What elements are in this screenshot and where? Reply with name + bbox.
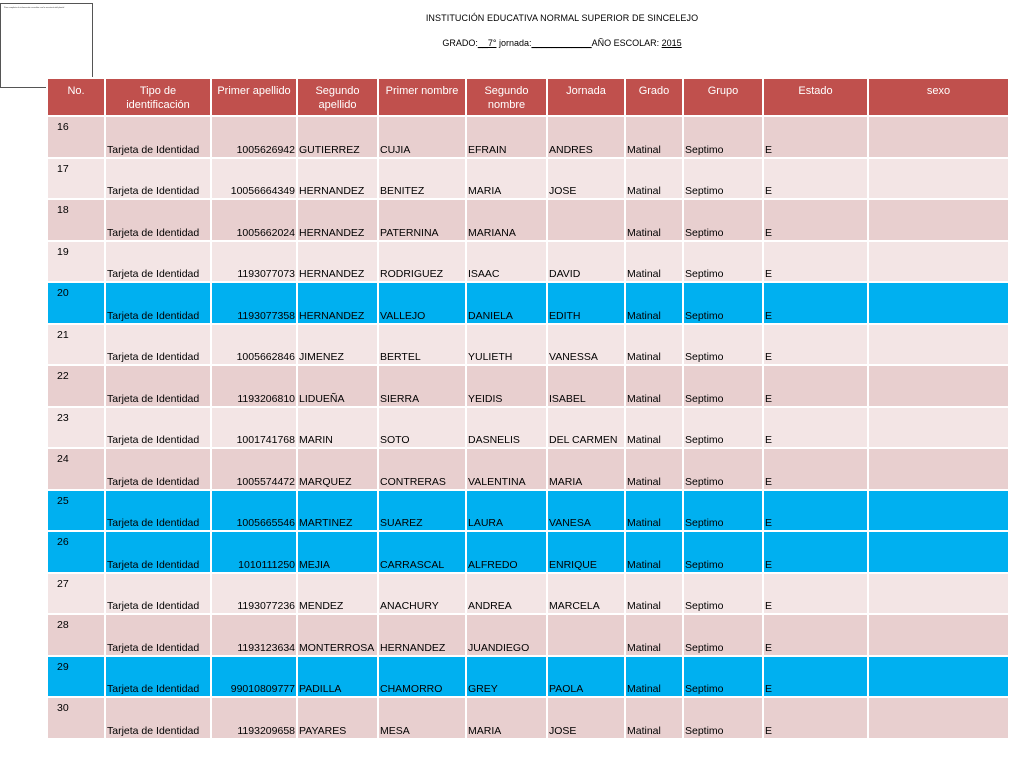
col-header-segundo-nombre: Segundo nombre xyxy=(466,78,547,116)
cell-documento: 99010809777 xyxy=(211,656,297,698)
cell-segundo-apellido: CONTRERAS xyxy=(378,448,466,490)
cell-primer-apellido: GUTIERREZ xyxy=(297,116,378,158)
cell-primer-apellido: PAYARES xyxy=(297,697,378,739)
cell-no: 16 xyxy=(47,116,105,158)
cell-grado: Septimo xyxy=(683,490,763,532)
cell-segundo-apellido: CARRASCAL xyxy=(378,531,466,573)
cell-grado: Septimo xyxy=(683,158,763,200)
cell-segundo-nombre: ANDRES xyxy=(547,116,625,158)
table-row xyxy=(47,199,1009,241)
cell-grupo: E xyxy=(763,614,868,656)
cell-segundo-nombre: ISABEL xyxy=(547,365,625,407)
cell-documento: 1005662846 xyxy=(211,324,297,366)
cell-jornada: Matinal xyxy=(625,324,683,366)
cell-segundo-nombre: PAOLA xyxy=(547,656,625,698)
students-table xyxy=(46,77,1010,740)
cell-grado: Septimo xyxy=(683,365,763,407)
cell-jornada: Matinal xyxy=(625,531,683,573)
cell-grupo: E xyxy=(763,116,868,158)
cell-jornada: Matinal xyxy=(625,282,683,324)
cell-segundo-nombre: ENRIQUE xyxy=(547,531,625,573)
cell-primer-nombre: VALENTINA xyxy=(466,448,547,490)
cell-no: 30 xyxy=(47,697,105,739)
cell-documento: 1193209658 xyxy=(211,697,297,739)
cell-no: 19 xyxy=(47,241,105,283)
cell-documento: 1005665546 xyxy=(211,490,297,532)
cell-primer-nombre: DASNELIS xyxy=(466,407,547,449)
anio-label: AÑO ESCOLAR: xyxy=(591,38,660,48)
cell-primer-apellido: MONTERROSA xyxy=(297,614,378,656)
cell-documento: 1193077358 xyxy=(211,282,297,324)
cell-tipo: Tarjeta de Identidad xyxy=(105,241,211,283)
cell-grado: Septimo xyxy=(683,448,763,490)
cell-estado-blank xyxy=(868,614,1009,656)
cell-documento: 1193206810 xyxy=(211,365,297,407)
cell-estado-blank xyxy=(868,282,1009,324)
cell-segundo-apellido: MESA xyxy=(378,697,466,739)
cell-jornada: Matinal xyxy=(625,573,683,615)
cell-primer-nombre: MARIA xyxy=(466,697,547,739)
cell-jornada: Matinal xyxy=(625,697,683,739)
table-row xyxy=(47,531,1009,573)
cell-estado-blank xyxy=(868,158,1009,200)
cell-segundo-apellido: ANACHURY xyxy=(378,573,466,615)
cell-jornada: Matinal xyxy=(625,116,683,158)
cell-jornada: Matinal xyxy=(625,448,683,490)
cell-segundo-apellido: VALLEJO xyxy=(378,282,466,324)
cell-tipo: Tarjeta de Identidad xyxy=(105,116,211,158)
cell-grupo: E xyxy=(763,241,868,283)
cell-grupo: E xyxy=(763,573,868,615)
cell-primer-apellido: HERNANDEZ xyxy=(297,199,378,241)
cell-primer-apellido: MARQUEZ xyxy=(297,448,378,490)
cell-primer-nombre: EFRAIN xyxy=(466,116,547,158)
cell-no: 21 xyxy=(47,324,105,366)
table-row xyxy=(47,573,1009,615)
cell-no: 28 xyxy=(47,614,105,656)
cell-jornada: Matinal xyxy=(625,614,683,656)
cell-documento: 1005662024 xyxy=(211,199,297,241)
cell-tipo: Tarjeta de Identidad xyxy=(105,324,211,366)
cell-documento: 1005626942 xyxy=(211,116,297,158)
cell-primer-apellido: MARIN xyxy=(297,407,378,449)
cell-tipo: Tarjeta de Identidad xyxy=(105,407,211,449)
cell-grupo: E xyxy=(763,490,868,532)
col-header-tipo: Tipo de identificación xyxy=(105,78,211,116)
table-row xyxy=(47,365,1009,407)
cell-estado-blank xyxy=(868,656,1009,698)
col-header-sexo: sexo xyxy=(868,78,1009,116)
cell-no: 18 xyxy=(47,199,105,241)
cell-no: 29 xyxy=(47,656,105,698)
cell-grupo: E xyxy=(763,656,868,698)
col-header-jornada: Jornada xyxy=(547,78,625,116)
cell-grado: Septimo xyxy=(683,531,763,573)
cell-documento: 1193077236 xyxy=(211,573,297,615)
cell-tipo: Tarjeta de Identidad xyxy=(105,158,211,200)
table-row xyxy=(47,407,1009,449)
cell-segundo-nombre xyxy=(547,199,625,241)
cell-documento: 1193123634 xyxy=(211,614,297,656)
cell-tipo: Tarjeta de Identidad xyxy=(105,614,211,656)
cell-grado: Septimo xyxy=(683,324,763,366)
cell-grado: Septimo xyxy=(683,656,763,698)
cell-primer-apellido: HERNANDEZ xyxy=(297,282,378,324)
cell-tipo: Tarjeta de Identidad xyxy=(105,365,211,407)
cell-tipo: Tarjeta de Identidad xyxy=(105,656,211,698)
cell-estado-blank xyxy=(868,448,1009,490)
cell-segundo-apellido: CHAMORRO xyxy=(378,656,466,698)
cell-primer-nombre: ANDREA xyxy=(466,573,547,615)
cell-estado-blank xyxy=(868,697,1009,739)
cell-no: 20 xyxy=(47,282,105,324)
cell-segundo-nombre: MARIA xyxy=(547,448,625,490)
cell-documento: 1001741768 xyxy=(211,407,297,449)
logo-caption: Para completar la información consultar con la secretaría del plantel xyxy=(4,7,65,9)
cell-estado-blank xyxy=(868,365,1009,407)
table-row xyxy=(47,656,1009,698)
cell-grupo: E xyxy=(763,407,868,449)
document-subtitle xyxy=(0,38,1024,48)
cell-grado: Septimo xyxy=(683,116,763,158)
cell-tipo: Tarjeta de Identidad xyxy=(105,282,211,324)
jornada-value: ____________ xyxy=(531,38,592,48)
cell-estado-blank xyxy=(868,573,1009,615)
cell-jornada: Matinal xyxy=(625,158,683,200)
cell-primer-nombre: MARIANA xyxy=(466,199,547,241)
col-header-primer-nombre: Primer nombre xyxy=(378,78,466,116)
cell-no: 22 xyxy=(47,365,105,407)
cell-grupo: E xyxy=(763,324,868,366)
cell-grupo: E xyxy=(763,199,868,241)
document-title: INSTITUCIÓN EDUCATIVA NORMAL SUPERIOR DE SINCELEJO xyxy=(425,13,699,23)
cell-no: 17 xyxy=(47,158,105,200)
cell-primer-nombre: LAURA xyxy=(466,490,547,532)
cell-grupo: E xyxy=(763,448,868,490)
cell-tipo: Tarjeta de Identidad xyxy=(105,199,211,241)
cell-primer-apellido: MARTINEZ xyxy=(297,490,378,532)
anio-value: 2015 xyxy=(661,38,682,48)
grado-value: __7° xyxy=(477,38,497,48)
cell-tipo: Tarjeta de Identidad xyxy=(105,448,211,490)
cell-segundo-nombre: JOSE xyxy=(547,158,625,200)
col-header-grado: Grado xyxy=(625,78,683,116)
cell-documento: 1005574472 xyxy=(211,448,297,490)
cell-grado: Septimo xyxy=(683,573,763,615)
cell-segundo-nombre: DAVID xyxy=(547,241,625,283)
cell-estado-blank xyxy=(868,241,1009,283)
cell-segundo-nombre: VANESA xyxy=(547,490,625,532)
cell-tipo: Tarjeta de Identidad xyxy=(105,490,211,532)
cell-grado: Septimo xyxy=(683,697,763,739)
table-row xyxy=(47,158,1009,200)
cell-grado: Septimo xyxy=(683,407,763,449)
cell-segundo-apellido: SOTO xyxy=(378,407,466,449)
cell-no: 24 xyxy=(47,448,105,490)
cell-grado: Septimo xyxy=(683,282,763,324)
cell-grado: Septimo xyxy=(683,614,763,656)
cell-grupo: E xyxy=(763,365,868,407)
table-row xyxy=(47,241,1009,283)
cell-segundo-apellido: SIERRA xyxy=(378,365,466,407)
cell-primer-apellido: HERNANDEZ xyxy=(297,158,378,200)
table-row xyxy=(47,116,1009,158)
col-header-grupo: Grupo xyxy=(683,78,763,116)
cell-jornada: Matinal xyxy=(625,407,683,449)
cell-estado-blank xyxy=(868,199,1009,241)
cell-segundo-nombre xyxy=(547,614,625,656)
cell-primer-apellido: MEJIA xyxy=(297,531,378,573)
cell-primer-nombre: YEIDIS xyxy=(466,365,547,407)
table-row xyxy=(47,697,1009,739)
cell-grupo: E xyxy=(763,282,868,324)
cell-grupo: E xyxy=(763,531,868,573)
cell-segundo-apellido: PATERNINA xyxy=(378,199,466,241)
cell-tipo: Tarjeta de Identidad xyxy=(105,573,211,615)
cell-primer-apellido: MENDEZ xyxy=(297,573,378,615)
table-row xyxy=(47,614,1009,656)
cell-tipo: Tarjeta de Identidad xyxy=(105,531,211,573)
table-body xyxy=(47,116,1009,739)
cell-no: 27 xyxy=(47,573,105,615)
cell-segundo-apellido: BERTEL xyxy=(378,324,466,366)
cell-no: 25 xyxy=(47,490,105,532)
cell-grado: Septimo xyxy=(683,199,763,241)
cell-estado-blank xyxy=(868,490,1009,532)
cell-segundo-nombre: VANESSA xyxy=(547,324,625,366)
table-row xyxy=(47,448,1009,490)
cell-primer-nombre: YULIETH xyxy=(466,324,547,366)
cell-documento: 1193077073 xyxy=(211,241,297,283)
cell-primer-nombre: GREY xyxy=(466,656,547,698)
cell-primer-nombre: ALFREDO xyxy=(466,531,547,573)
cell-primer-apellido: JIMENEZ xyxy=(297,324,378,366)
table-header-row xyxy=(47,78,1009,116)
cell-primer-apellido: LIDUEÑA xyxy=(297,365,378,407)
table-row xyxy=(47,324,1009,366)
cell-segundo-apellido: CUJIA xyxy=(378,116,466,158)
cell-jornada: Matinal xyxy=(625,656,683,698)
cell-documento: 1010111250 xyxy=(211,531,297,573)
col-header-primer-apellido: Primer apellido xyxy=(211,78,297,116)
cell-jornada: Matinal xyxy=(625,490,683,532)
cell-primer-apellido: HERNANDEZ xyxy=(297,241,378,283)
cell-no: 23 xyxy=(47,407,105,449)
cell-estado-blank xyxy=(868,324,1009,366)
cell-segundo-apellido: HERNANDEZ xyxy=(378,614,466,656)
cell-estado-blank xyxy=(868,116,1009,158)
cell-grado: Septimo xyxy=(683,241,763,283)
cell-grupo: E xyxy=(763,697,868,739)
cell-segundo-apellido: SUAREZ xyxy=(378,490,466,532)
cell-jornada: Matinal xyxy=(625,241,683,283)
cell-primer-apellido: PADILLA xyxy=(297,656,378,698)
cell-jornada: Matinal xyxy=(625,365,683,407)
cell-no: 26 xyxy=(47,531,105,573)
cell-primer-nombre: DANIELA xyxy=(466,282,547,324)
cell-segundo-nombre: MARCELA xyxy=(547,573,625,615)
cell-estado-blank xyxy=(868,407,1009,449)
cell-segundo-nombre: EDITH xyxy=(547,282,625,324)
cell-primer-nombre: MARIA xyxy=(466,158,547,200)
grado-label: GRADO: xyxy=(442,38,478,48)
jornada-label: jornada: xyxy=(498,38,532,48)
cell-grupo: E xyxy=(763,158,868,200)
cell-segundo-apellido: BENITEZ xyxy=(378,158,466,200)
table-row xyxy=(47,282,1009,324)
col-header-estado: Estado xyxy=(763,78,868,116)
cell-documento: 10056664349 xyxy=(211,158,297,200)
cell-segundo-apellido: RODRIGUEZ xyxy=(378,241,466,283)
table-row xyxy=(47,490,1009,532)
cell-estado-blank xyxy=(868,531,1009,573)
col-header-no: No. xyxy=(47,78,105,116)
cell-primer-nombre: ISAAC xyxy=(466,241,547,283)
cell-jornada: Matinal xyxy=(625,199,683,241)
cell-segundo-nombre: DEL CARMEN xyxy=(547,407,625,449)
cell-primer-nombre: JUANDIEGO xyxy=(466,614,547,656)
cell-segundo-nombre: JOSE xyxy=(547,697,625,739)
col-header-segundo-apellido: Segundo apellido xyxy=(297,78,378,116)
cell-tipo: Tarjeta de Identidad xyxy=(105,697,211,739)
